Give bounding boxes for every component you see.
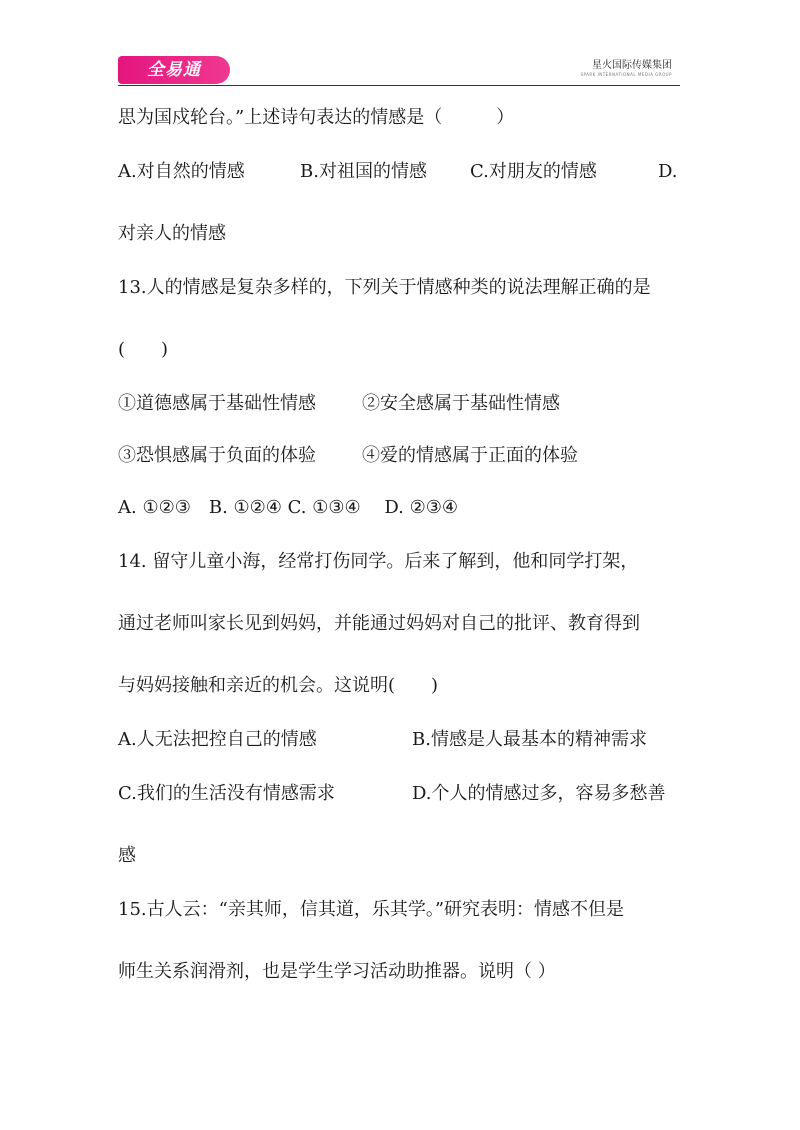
question-14-stem-line-2: 通过老师叫家长见到妈妈，并能通过妈妈对自己的批评、教育得到 bbox=[118, 613, 640, 634]
question-12-stem-end: 思为国戍轮台。”上述诗句表达的情感是（ ） bbox=[118, 107, 515, 128]
publisher-name-en: SPARK INTERNATIONAL MEDIA GROUP bbox=[580, 72, 672, 77]
publisher-name-cn: 星火国际传媒集团 bbox=[592, 60, 672, 71]
question-12-option-d-text: 对亲人的情感 bbox=[118, 223, 226, 244]
question-15-stem-line-2: 师生关系润滑剂，也是学生学习活动助推器。说明（ ） bbox=[118, 961, 556, 982]
page-header bbox=[118, 54, 680, 88]
question-12-option-c: C.对朋友的情感 bbox=[470, 161, 597, 182]
question-14-option-c: C.我们的生活没有情感需求 bbox=[118, 783, 335, 804]
statement-1: ①道德感属于基础性情感 bbox=[118, 393, 316, 414]
question-13-options: A. ①②③ B. ①②④ C. ①③④ D. ②③④ bbox=[118, 497, 459, 518]
publisher-brand bbox=[580, 60, 672, 78]
question-15-stem-line-1: 15.古人云：“亲其师，信其道，乐其学。”研究表明：情感不但是 bbox=[118, 899, 625, 920]
question-14-option-d-end: 感 bbox=[118, 845, 136, 866]
question-14-option-d: D.个人的情感过多，容易多愁善 bbox=[412, 783, 666, 804]
question-13-statements-row-2 bbox=[118, 444, 680, 468]
question-13-stem: 13.人的情感是复杂多样的，下列关于情感种类的说法理解正确的是 bbox=[118, 277, 651, 298]
question-12-option-d: D. bbox=[658, 161, 678, 182]
question-14-stem-line-3: 与妈妈接触和亲近的机会。这说明( ) bbox=[118, 675, 439, 696]
question-12-options bbox=[118, 160, 680, 184]
statement-3: ③恐惧感属于负面的体验 bbox=[118, 445, 316, 466]
statement-4: ④爱的情感属于正面的体验 bbox=[362, 445, 578, 466]
question-14-option-b: B.情感是人最基本的精神需求 bbox=[412, 729, 647, 750]
statement-2: ②安全感属于基础性情感 bbox=[362, 393, 560, 414]
question-12-option-a: A.对自然的情感 bbox=[118, 161, 245, 182]
brand-logo: 全易通 bbox=[118, 56, 230, 84]
question-14-options-row-1 bbox=[118, 728, 680, 752]
question-12-option-b: B.对祖国的情感 bbox=[300, 161, 427, 182]
question-14-options-row-2 bbox=[118, 782, 680, 806]
question-13-statements-row-1 bbox=[118, 392, 680, 416]
question-14-stem-line-1: 14. 留守儿童小海，经常打伤同学。后来了解到，他和同学打架， bbox=[118, 551, 639, 572]
header-divider bbox=[118, 85, 680, 86]
question-14-option-a: A.人无法把控自己的情感 bbox=[118, 729, 317, 750]
question-13-answer-blank: ( ) bbox=[118, 339, 169, 360]
